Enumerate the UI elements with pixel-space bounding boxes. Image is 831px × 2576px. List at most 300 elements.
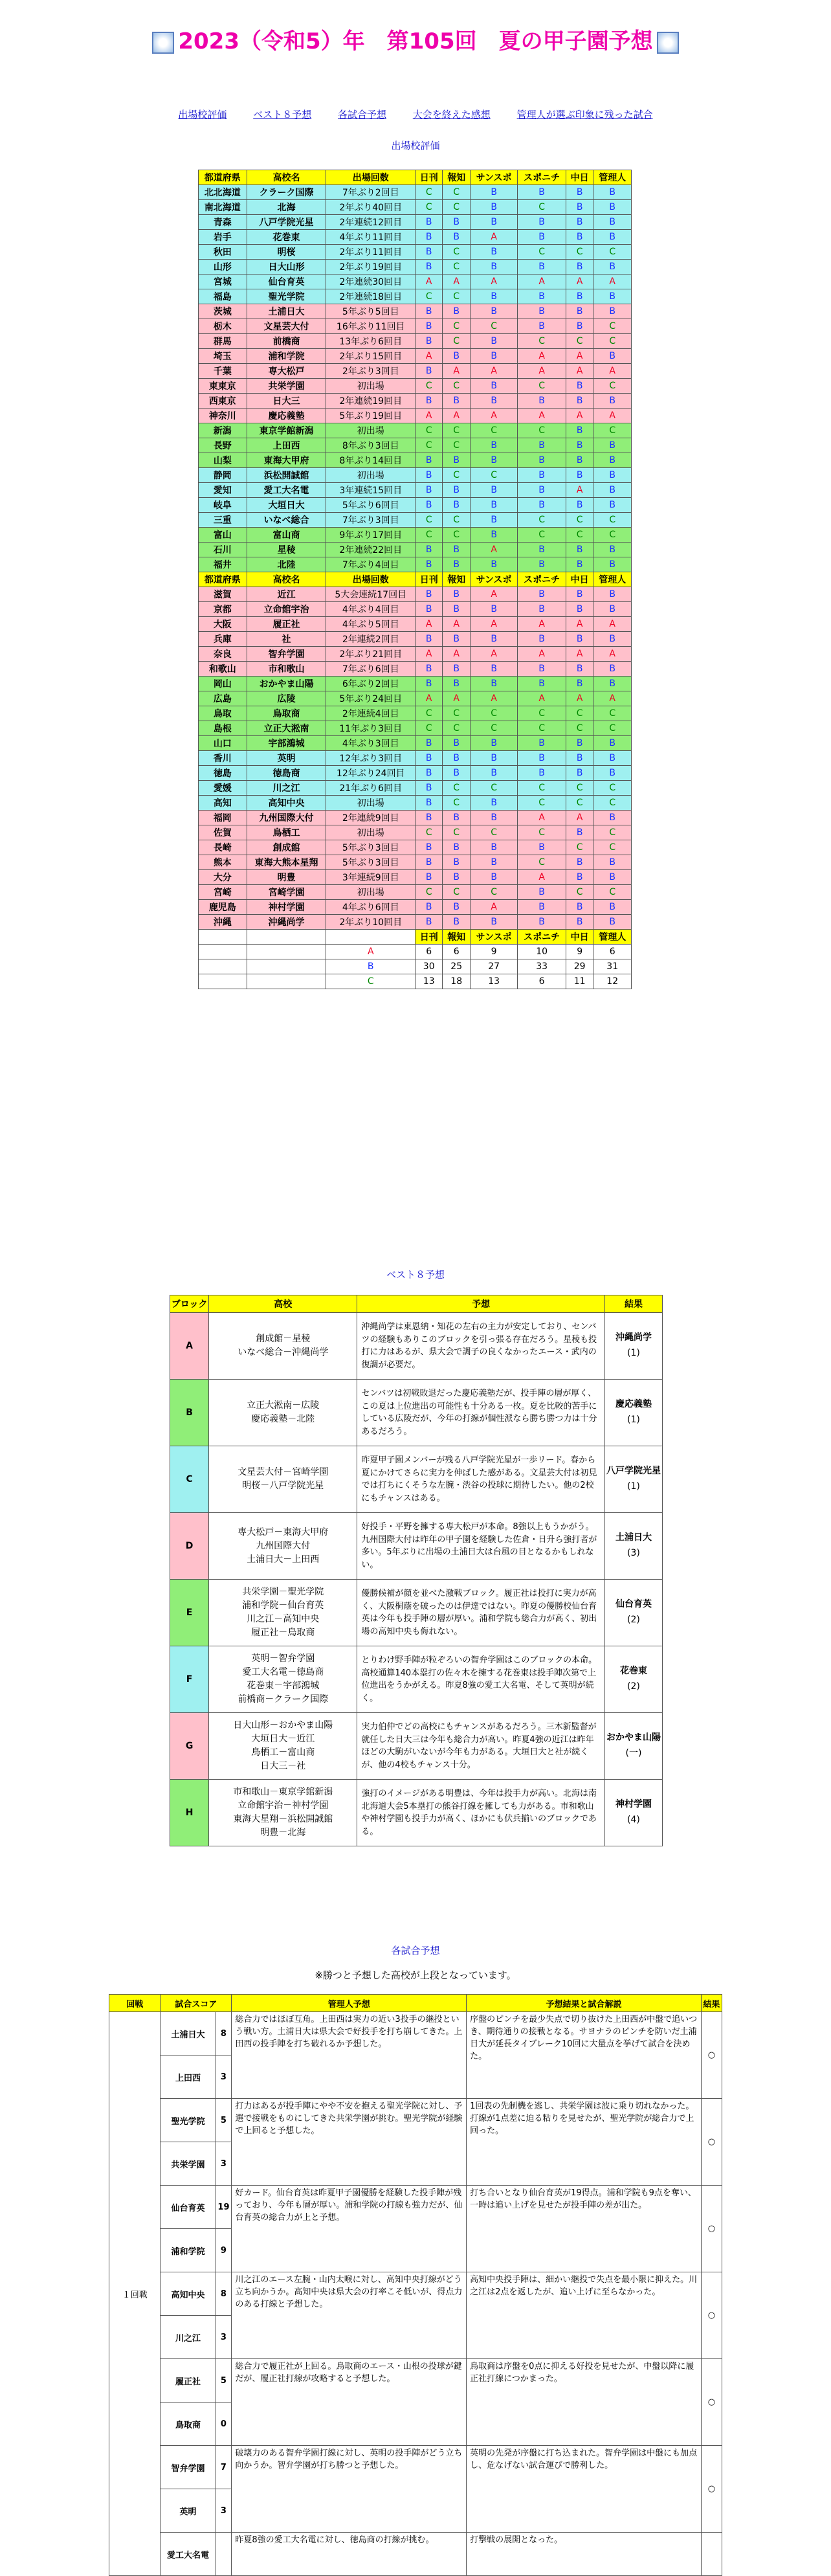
team-cell: 愛工大名電 bbox=[161, 2533, 216, 2576]
appearance-cell: 2年連続19回目 bbox=[326, 394, 415, 409]
game-result: ○ bbox=[701, 2272, 722, 2359]
prefecture-cell: 大分 bbox=[199, 870, 247, 885]
block-cell: H bbox=[170, 1780, 209, 1846]
block-schools-cell bbox=[209, 1580, 357, 1646]
grade-cell: B bbox=[566, 260, 593, 274]
table-row bbox=[199, 632, 632, 647]
grade-cell: A bbox=[415, 617, 442, 632]
school-name-cell: 前橋商 bbox=[247, 334, 326, 349]
prefecture-cell: 山形 bbox=[199, 260, 247, 274]
grade-cell: C bbox=[593, 319, 632, 334]
nav-link-memorable[interactable]: 管理人が選ぶ印象に残った試合 bbox=[516, 109, 653, 120]
appearance-cell: 4年ぶり4回目 bbox=[326, 602, 415, 617]
block-school-pair: 川之江－高知中央 bbox=[247, 1614, 320, 1624]
grade-cell: B bbox=[443, 557, 470, 572]
school-name-cell: いなべ総合 bbox=[247, 513, 326, 528]
appearance-cell: 2年ぶり3回目 bbox=[326, 364, 415, 379]
prefecture-cell: 千葉 bbox=[199, 364, 247, 379]
grade-cell: B bbox=[593, 677, 632, 691]
grade-cell: B bbox=[566, 632, 593, 647]
grade-cell: B bbox=[415, 230, 442, 245]
block-school-pair: 立命館宇治－神村学園 bbox=[238, 1800, 329, 1811]
grade-cell: B bbox=[593, 289, 632, 304]
game-prediction: 総合力ではほぼ互角。上田西は実力の近い3投手の継投という戦い方。土浦日大は県大会で好投手を打ち崩してきた。上田西の投手陣を打ち破れるか予想した。 bbox=[232, 2012, 467, 2099]
appearance-cell: 5年ぶり3回目 bbox=[326, 840, 415, 855]
block-cell: G bbox=[170, 1713, 209, 1780]
grade-cell: C bbox=[415, 721, 442, 736]
grade-cell: B bbox=[593, 438, 632, 453]
score-cell: 8 bbox=[216, 2272, 232, 2316]
grade-cell: C bbox=[518, 781, 566, 796]
column-header: 予想結果と試合解説 bbox=[467, 1995, 702, 2012]
prefecture-cell: 兵庫 bbox=[199, 632, 247, 647]
column-header: スポニチ bbox=[518, 170, 566, 185]
prefecture-cell: 南北海道 bbox=[199, 200, 247, 215]
prefecture-cell: 群馬 bbox=[199, 334, 247, 349]
school-name-cell: 共栄学園 bbox=[247, 379, 326, 394]
appearance-cell: 16年ぶり11回目 bbox=[326, 319, 415, 334]
grade-cell: A bbox=[470, 617, 517, 632]
grade-cell: A bbox=[415, 349, 442, 364]
grade-cell: C bbox=[593, 423, 632, 438]
appearance-cell: 4年ぶり5回目 bbox=[326, 617, 415, 632]
grade-cell: C bbox=[593, 334, 632, 349]
grade-cell: C bbox=[443, 334, 470, 349]
appearance-cell: 12年ぶり3回目 bbox=[326, 751, 415, 766]
prefecture-cell: 京都 bbox=[199, 602, 247, 617]
grade-cell: B bbox=[566, 662, 593, 677]
school-name-cell: 日大三 bbox=[247, 394, 326, 409]
block-school-pair: 前橋商－クラーク国際 bbox=[238, 1694, 329, 1705]
result-school: 土浦日大 bbox=[615, 1532, 652, 1543]
score-cell: 3 bbox=[216, 2316, 232, 2359]
game-prediction: 川之江のエース左腕・山内太喉に対し、高知中央打線がどう立ち向かうか。高知中央は県大会の打率こそ低いが、得点力のある打線と予想した。 bbox=[232, 2272, 467, 2359]
grade-cell: A bbox=[566, 364, 593, 379]
nav-link-games[interactable]: 各試合予想 bbox=[337, 109, 386, 120]
block-school-pair: 英明－智弁学園 bbox=[251, 1653, 315, 1664]
grade-cell: B bbox=[470, 379, 517, 394]
grade-cell: C bbox=[518, 379, 566, 394]
grade-cell: C bbox=[443, 825, 470, 840]
summary-count: 13 bbox=[470, 974, 517, 989]
block-schools-cell bbox=[209, 1646, 357, 1713]
score-cell: 9 bbox=[216, 2229, 232, 2272]
grade-cell: B bbox=[593, 498, 632, 513]
grade-cell: C bbox=[415, 379, 442, 394]
grade-cell: A bbox=[443, 274, 470, 289]
table-row bbox=[199, 796, 632, 811]
grade-cell: A bbox=[566, 349, 593, 364]
grade-cell: B bbox=[593, 632, 632, 647]
column-header: 日刊 bbox=[415, 170, 442, 185]
grade-cell: B bbox=[470, 394, 517, 409]
result-count: (4) bbox=[627, 1815, 640, 1825]
grade-cell: B bbox=[470, 453, 517, 468]
grade-cell: B bbox=[470, 304, 517, 319]
game-commentary: 1回表の先制機を逃し、共栄学園は波に乗り切れなかった。打線が1点差に迫る粘りを見せたが、聖光学院が総合力で上回った。 bbox=[467, 2099, 702, 2186]
grade-cell: B bbox=[470, 557, 517, 572]
block-result bbox=[604, 1780, 662, 1846]
appearance-cell: 5大会連続17回目 bbox=[326, 587, 415, 602]
best8-header-row bbox=[170, 1295, 663, 1313]
grade-cell: B bbox=[566, 825, 593, 840]
grade-cell: C bbox=[470, 825, 517, 840]
grade-cell: B bbox=[443, 394, 470, 409]
summary-count: 25 bbox=[443, 959, 470, 974]
grade-cell: B bbox=[443, 751, 470, 766]
grade-cell: B bbox=[415, 468, 442, 483]
grade-cell: B bbox=[566, 394, 593, 409]
game-result: ○ bbox=[701, 2359, 722, 2446]
grade-cell: C bbox=[566, 885, 593, 900]
school-name-cell: 東海大甲府 bbox=[247, 453, 326, 468]
appearance-cell: 7年ぶり2回目 bbox=[326, 185, 415, 200]
grade-cell: B bbox=[566, 200, 593, 215]
game-prediction: 総合力で履正社が上回る。鳥取商のエース・山根の投球が鍵だが、履正社打線が攻略すると予想した。 bbox=[232, 2359, 467, 2446]
grade-cell: B bbox=[566, 900, 593, 915]
block-cell: E bbox=[170, 1580, 209, 1646]
grade-cell: B bbox=[593, 468, 632, 483]
school-name-cell: 川之江 bbox=[247, 781, 326, 796]
grade-cell: B bbox=[470, 349, 517, 364]
school-name-cell: 鳥栖工 bbox=[247, 825, 326, 840]
nav-link-impressions[interactable]: 大会を終えた感想 bbox=[412, 109, 491, 120]
appearance-cell: 初出場 bbox=[326, 885, 415, 900]
result-count: (1) bbox=[627, 1481, 640, 1492]
grade-cell: B bbox=[470, 528, 517, 543]
summary-count: 6 bbox=[443, 945, 470, 959]
game-row-top bbox=[109, 2272, 722, 2316]
school-name-cell: 立正大淞南 bbox=[247, 721, 326, 736]
grade-cell: A bbox=[566, 274, 593, 289]
table-row bbox=[199, 394, 632, 409]
table-row bbox=[199, 289, 632, 304]
team-cell: 土浦日大 bbox=[161, 2012, 216, 2055]
result-school: 慶応義塾 bbox=[615, 1399, 652, 1410]
appearance-cell: 2年ぶり19回目 bbox=[326, 260, 415, 274]
block-prediction: 強打のイメージがある明豊は、今年は投手力が高い。北海は南北海道大会5本塁打の熊谷打線を擁しても力がある。市和歌山や神村学園も投手力が高く、ほかにも伏兵揃いのブロックである。 bbox=[357, 1780, 605, 1846]
appearance-cell: 2年ぶり40回目 bbox=[326, 200, 415, 215]
table-row bbox=[199, 230, 632, 245]
grade-cell: A bbox=[470, 587, 517, 602]
grade-cell: B bbox=[593, 483, 632, 498]
grade-cell: C bbox=[518, 334, 566, 349]
block-school-pair: 東海大星翔－浜松開誠館 bbox=[233, 1814, 333, 1824]
grade-cell: B bbox=[415, 677, 442, 691]
grade-cell: A bbox=[518, 274, 566, 289]
team-cell: 高知中央 bbox=[161, 2272, 216, 2316]
table-row bbox=[199, 736, 632, 751]
result-school: 八戸学院光星 bbox=[606, 1466, 661, 1477]
summary-blank bbox=[247, 959, 326, 974]
grade-cell: A bbox=[470, 647, 517, 662]
grade-cell: B bbox=[518, 498, 566, 513]
table-row bbox=[199, 885, 632, 900]
prefecture-cell: 熊本 bbox=[199, 855, 247, 870]
school-name-cell: 高知中央 bbox=[247, 796, 326, 811]
grade-cell: B bbox=[518, 915, 566, 930]
school-name-cell: 立命館宇治 bbox=[247, 602, 326, 617]
column-header: 日刊 bbox=[415, 572, 442, 587]
school-name-cell: おかやま山陽 bbox=[247, 677, 326, 691]
block-schools-cell bbox=[209, 1513, 357, 1580]
block-cell: C bbox=[170, 1446, 209, 1513]
game-row-top bbox=[109, 2359, 722, 2402]
prefecture-cell: 大阪 bbox=[199, 617, 247, 632]
school-name-cell: 東海大熊本星翔 bbox=[247, 855, 326, 870]
summary-count: 9 bbox=[470, 945, 517, 959]
prefecture-cell: 鳥取 bbox=[199, 706, 247, 721]
school-name-cell: 神村学園 bbox=[247, 900, 326, 915]
table-row bbox=[199, 528, 632, 543]
block-prediction: 昨夏甲子園メンバーが残る八戸学院光星が一歩リード。春から夏にかけてさらに実力を伸ばした感がある。文星芸大付は初見では打ちにくそうな左腕・渋谷の投球に期待したい。他の2校にもチャンスはある。 bbox=[357, 1446, 605, 1513]
grade-cell: C bbox=[443, 260, 470, 274]
prefecture-cell: 栃木 bbox=[199, 319, 247, 334]
table-row bbox=[199, 334, 632, 349]
table-row bbox=[199, 513, 632, 528]
summary-blank bbox=[199, 974, 247, 989]
grade-cell: C bbox=[443, 885, 470, 900]
grade-cell: B bbox=[593, 602, 632, 617]
column-header: 結果 bbox=[701, 1995, 722, 2012]
summary-row bbox=[199, 974, 632, 989]
grade-cell: B bbox=[443, 766, 470, 781]
team-cell: 英明 bbox=[161, 2489, 216, 2533]
nav-link-best8[interactable]: ベスト８予想 bbox=[253, 109, 312, 120]
prefecture-cell: 北北海道 bbox=[199, 185, 247, 200]
grade-cell: C bbox=[415, 289, 442, 304]
grade-cell: B bbox=[593, 200, 632, 215]
game-prediction: 破壊力のある智弁学園打線に対し、英明の投手陣がどう立ち向かうか。智弁学園が打ち勝つと予想した。 bbox=[232, 2446, 467, 2533]
appearance-cell: 4年ぶり6回目 bbox=[326, 900, 415, 915]
school-name-cell: 沖縄尚学 bbox=[247, 915, 326, 930]
grade-cell: B bbox=[566, 915, 593, 930]
summary-blank bbox=[247, 974, 326, 989]
team-cell: 共栄学園 bbox=[161, 2142, 216, 2186]
table-row bbox=[199, 304, 632, 319]
summary-count: 10 bbox=[518, 945, 566, 959]
column-header: 管理人 bbox=[593, 572, 632, 587]
table-row bbox=[199, 811, 632, 825]
summary-column-header: 管理人 bbox=[593, 930, 632, 945]
grade-cell: B bbox=[415, 796, 442, 811]
grade-cell: B bbox=[470, 438, 517, 453]
table-row bbox=[199, 647, 632, 662]
grade-cell: A bbox=[470, 274, 517, 289]
grade-cell: B bbox=[593, 215, 632, 230]
summary-blank bbox=[247, 945, 326, 959]
block-school-pair: 明豊－北海 bbox=[260, 1828, 306, 1838]
appearance-cell: 4年ぶり3回目 bbox=[326, 736, 415, 751]
prefecture-cell: 西東京 bbox=[199, 394, 247, 409]
grade-cell: B bbox=[443, 453, 470, 468]
appearance-cell: 2年ぶり15回目 bbox=[326, 349, 415, 364]
grade-cell: C bbox=[518, 721, 566, 736]
column-header: 中日 bbox=[566, 572, 593, 587]
team-cell: 仙台育英 bbox=[161, 2186, 216, 2229]
summary-count: 11 bbox=[566, 974, 593, 989]
game-result: ○ bbox=[701, 2099, 722, 2186]
prefecture-cell: 神奈川 bbox=[199, 409, 247, 423]
games-note: ※勝つと予想した高校が上段となっています。 bbox=[315, 1969, 516, 1981]
grade-cell: B bbox=[443, 543, 470, 557]
grade-cell: B bbox=[566, 423, 593, 438]
grade-cell: C bbox=[593, 528, 632, 543]
grade-cell: B bbox=[415, 751, 442, 766]
grade-cell: C bbox=[443, 379, 470, 394]
grade-cell: B bbox=[415, 304, 442, 319]
block-prediction: センバツは初戦敗退だった慶応義塾だが、投手陣の層が厚く、この夏は上位進出の可能性も十分ある一枚。夏を比較的苦手にしている広陵だが、今年の打線が個性派なら勝ち勝つ力は十分あるだろう。 bbox=[357, 1380, 605, 1446]
grade-cell: B bbox=[593, 349, 632, 364]
block-school-pair: 大垣日大－近江 bbox=[251, 1734, 315, 1744]
best8-row bbox=[170, 1646, 663, 1713]
appearance-cell: 2年連続2回目 bbox=[326, 632, 415, 647]
table-row bbox=[199, 468, 632, 483]
grade-cell: B bbox=[443, 662, 470, 677]
grade-cell: A bbox=[518, 811, 566, 825]
grade-cell: B bbox=[470, 855, 517, 870]
grade-cell: C bbox=[566, 840, 593, 855]
appearance-cell: 3年連続15回目 bbox=[326, 483, 415, 498]
grade-cell: B bbox=[470, 766, 517, 781]
grade-cell: B bbox=[470, 870, 517, 885]
grade-cell: C bbox=[470, 319, 517, 334]
block-school-pair: 履正社－鳥取商 bbox=[251, 1628, 315, 1638]
summary-count: 6 bbox=[415, 945, 442, 959]
grade-cell: B bbox=[415, 587, 442, 602]
school-name-cell: 近江 bbox=[247, 587, 326, 602]
top-nav bbox=[0, 107, 831, 121]
result-count: (1) bbox=[627, 1415, 640, 1425]
grade-cell: B bbox=[566, 602, 593, 617]
team-cell: 智弁学園 bbox=[161, 2446, 216, 2489]
summary-blank bbox=[326, 930, 415, 945]
grade-cell: B bbox=[415, 632, 442, 647]
summary-row bbox=[199, 959, 632, 974]
prefecture-cell: 佐賀 bbox=[199, 825, 247, 840]
appearance-cell: 2年連続9回目 bbox=[326, 811, 415, 825]
appearance-cell: 7年ぶり6回目 bbox=[326, 662, 415, 677]
school-name-cell: 英明 bbox=[247, 751, 326, 766]
summary-blank bbox=[199, 945, 247, 959]
grade-cell: B bbox=[566, 766, 593, 781]
grade-cell: A bbox=[470, 691, 517, 706]
summary-count: 6 bbox=[593, 945, 632, 959]
prefecture-cell: 東東京 bbox=[199, 379, 247, 394]
grade-cell: B bbox=[443, 870, 470, 885]
grade-cell: B bbox=[566, 498, 593, 513]
school-name-cell: 創成館 bbox=[247, 840, 326, 855]
game-prediction: 好カード。仙台育英は昨夏甲子園優勝を経験した投手陣が残っており、今年も層が厚い。浦和学院の打線も強力だが、仙台育英の総合力が上と予想。 bbox=[232, 2186, 467, 2272]
summary-count: 27 bbox=[470, 959, 517, 974]
games-table bbox=[109, 1994, 722, 2576]
column-header: サンスポ bbox=[470, 170, 517, 185]
game-row-top bbox=[109, 2012, 722, 2055]
grade-cell: A bbox=[566, 691, 593, 706]
summary-grade: A bbox=[326, 945, 415, 959]
summary-column-header: 中日 bbox=[566, 930, 593, 945]
grade-cell: B bbox=[518, 185, 566, 200]
grade-cell: B bbox=[593, 543, 632, 557]
best8-row bbox=[170, 1380, 663, 1446]
grade-cell: C bbox=[443, 513, 470, 528]
best8-row bbox=[170, 1780, 663, 1846]
appearance-cell: 2年ぶり10回目 bbox=[326, 915, 415, 930]
grade-cell: C bbox=[518, 706, 566, 721]
grade-cell: A bbox=[470, 230, 517, 245]
grade-cell: B bbox=[415, 811, 442, 825]
block-school-pair: いなべ総合－沖縄尚学 bbox=[238, 1347, 329, 1358]
round-cell: １回戦 bbox=[109, 2012, 161, 2576]
block-prediction: とりわけ野手陣が粒ぞろいの智弁学園はこのブロックの本命。高校通算140本塁打の佐々木を擁する花巻東は投手陣次第で上位進出をうかがえる。昨夏8強の愛工大名電、そして英明が続く。 bbox=[357, 1646, 605, 1713]
grade-cell: A bbox=[518, 617, 566, 632]
grade-cell: B bbox=[566, 543, 593, 557]
table-row bbox=[199, 721, 632, 736]
result-school: おかやま山陽 bbox=[606, 1732, 661, 1743]
grade-cell: B bbox=[415, 557, 442, 572]
grade-cell: B bbox=[443, 304, 470, 319]
grade-cell: B bbox=[593, 260, 632, 274]
grade-cell: B bbox=[443, 215, 470, 230]
school-name-cell: 富山商 bbox=[247, 528, 326, 543]
grade-cell: B bbox=[470, 483, 517, 498]
grade-cell: C bbox=[415, 706, 442, 721]
grade-cell: B bbox=[470, 662, 517, 677]
grade-cell: C bbox=[415, 438, 442, 453]
nav-link-evaluation[interactable]: 出場校評価 bbox=[178, 109, 227, 120]
block-school-pair: 共栄学園－聖光学院 bbox=[242, 1587, 324, 1597]
result-count: (一) bbox=[625, 1748, 642, 1758]
grade-cell: B bbox=[415, 334, 442, 349]
block-schools-cell bbox=[209, 1380, 357, 1446]
grade-cell: A bbox=[443, 617, 470, 632]
summary-count: 30 bbox=[415, 959, 442, 974]
prefecture-cell: 高知 bbox=[199, 796, 247, 811]
grade-cell: B bbox=[593, 736, 632, 751]
table-row bbox=[199, 438, 632, 453]
score-cell: 19 bbox=[216, 2186, 232, 2229]
grade-cell: C bbox=[470, 423, 517, 438]
block-result bbox=[604, 1313, 662, 1380]
appearance-cell: 12年ぶり24回目 bbox=[326, 766, 415, 781]
grade-cell: A bbox=[593, 647, 632, 662]
grade-cell: C bbox=[593, 840, 632, 855]
column-header: 出場回数 bbox=[326, 572, 415, 587]
school-name-cell: 慶応義塾 bbox=[247, 409, 326, 423]
score-cell bbox=[216, 2533, 232, 2576]
grade-cell: B bbox=[443, 230, 470, 245]
team-cell: 聖光学院 bbox=[161, 2099, 216, 2142]
grade-cell: A bbox=[566, 617, 593, 632]
school-name-cell: 浜松開誠館 bbox=[247, 468, 326, 483]
grade-cell: B bbox=[566, 319, 593, 334]
appearance-cell: 初出場 bbox=[326, 796, 415, 811]
grade-cell: A bbox=[443, 364, 470, 379]
grade-cell: B bbox=[566, 185, 593, 200]
table-row bbox=[199, 483, 632, 498]
grade-cell: B bbox=[470, 736, 517, 751]
grade-cell: C bbox=[443, 528, 470, 543]
table-row bbox=[199, 706, 632, 721]
result-count: (2) bbox=[627, 1615, 640, 1625]
game-row-top bbox=[109, 2186, 722, 2229]
appearance-cell: 2年連続18回目 bbox=[326, 289, 415, 304]
block-school-pair: 愛工大名電－徳島商 bbox=[242, 1667, 324, 1677]
grade-cell: C bbox=[415, 185, 442, 200]
grade-cell: B bbox=[593, 185, 632, 200]
best8-row bbox=[170, 1313, 663, 1380]
column-header: 出場回数 bbox=[326, 170, 415, 185]
